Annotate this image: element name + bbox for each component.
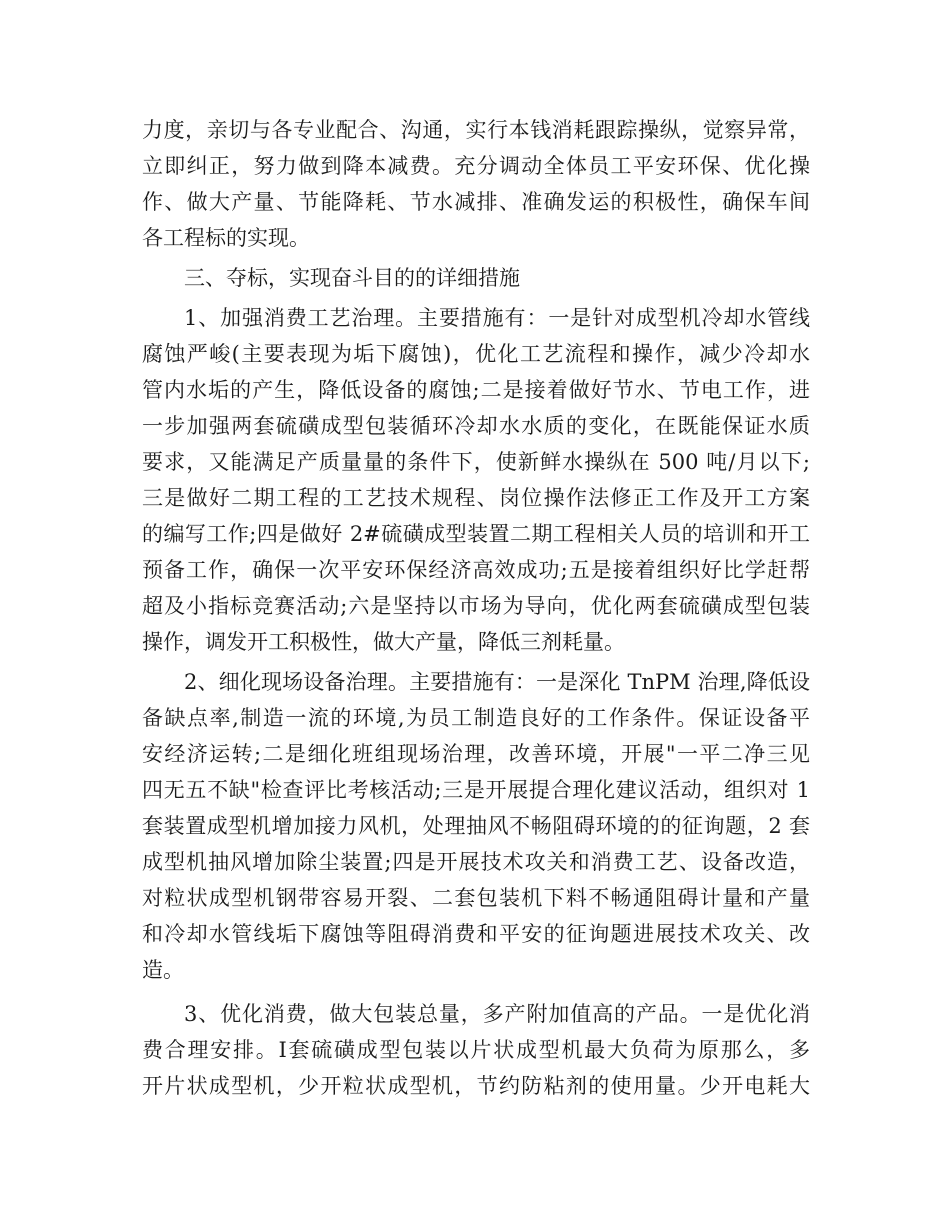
text-line: 备缺点率,制造一流的环境,为员工制造良好的工作条件。保证设备平: [142, 706, 810, 730]
text-line: 四无五不缺"检查评比考核活动;三是开展提合理化建议活动，组织对 1: [142, 778, 810, 802]
text-line: 管内水垢的产生，降低设备的腐蚀;二是接着做好节水、节电工作，进: [142, 378, 810, 402]
paragraph-measure-3: [142, 996, 810, 1104]
heading-line: 三、夺标，实现奋斗目的的详细措施: [184, 266, 520, 290]
text-line: 费合理安排。Ⅰ套硫磺成型包装以片状成型机最大负荷为原那么，多: [142, 1038, 810, 1062]
section-heading: [142, 260, 810, 296]
paragraph-measure-2: [142, 664, 810, 988]
text-line: 安经济运转;二是细化班组现场治理，改善环境，开展"一平二净三见: [142, 742, 810, 766]
text-line: 一步加强两套硫磺成型包装循环冷却水水质的变化，在既能保证水质: [142, 414, 810, 438]
text-line: 三是做好二期工程的工艺技术规程、岗位操作法修正工作及开工方案: [142, 486, 810, 510]
text-line: 作、做大产量、节能降耗、节水减排、准确发运的积极性，确保车间: [142, 190, 810, 214]
text-line: 各工程标的实现。: [142, 226, 310, 250]
text-line: 和冷却水管线垢下腐蚀等阻碍消费和平安的征询题进展技术攻关、改: [142, 922, 810, 946]
text-line: 超及小指标竞赛活动;六是坚持以市场为导向，优化两套硫磺成型包装: [142, 594, 810, 618]
text-line: 力度，亲切与各专业配合、沟通，实行本钱消耗跟踪操纵，觉察异常，: [142, 118, 810, 142]
paragraph-measure-1: [142, 300, 810, 660]
text-line: 的编写工作;四是做好 2#硫磺成型装置二期工程相关人员的培训和开工: [142, 522, 810, 546]
paragraph-intro: [142, 112, 810, 256]
text-line: 2、细化现场设备治理。主要措施有：一是深化 TnPM 治理,降低设: [184, 670, 810, 694]
text-line: 预备工作，确保一次平安环保经济高效成功;五是接着组织好比学赶帮: [142, 558, 810, 582]
text-line: 操作，调发开工积极性，做大产量，降低三剂耗量。: [142, 630, 625, 654]
text-line: 1、加强消费工艺治理。主要措施有：一是针对成型机冷却水管线: [184, 306, 810, 330]
text-line: 立即纠正，努力做到降本减费。充分调动全体员工平安环保、优化操: [142, 154, 810, 178]
document-page: [142, 112, 810, 1104]
text-line: 对粒状成型机钢带容易开裂、二套包装机下料不畅通阻碍计量和产量: [142, 886, 810, 910]
text-line: 造。: [142, 958, 184, 982]
text-line: 成型机抽风增加除尘装置;四是开展技术攻关和消费工艺、设备改造，: [142, 850, 810, 874]
text-line: 3、优化消费，做大包装总量，多产附加值高的产品。一是优化消: [184, 1002, 810, 1026]
text-line: 套装置成型机增加接力风机，处理抽风不畅阻碍环境的的征询题，2 套: [142, 814, 810, 838]
text-line: 要求，又能满足产质量量的条件下，使新鲜水操纵在 500 吨/月以下;: [142, 450, 810, 474]
text-line: 腐蚀严峻(主要表现为垢下腐蚀)，优化工艺流程和操作，减少冷却水: [142, 342, 810, 366]
text-line: 开片状成型机，少开粒状成型机，节约防粘剂的使用量。少开电耗大: [142, 1074, 810, 1098]
